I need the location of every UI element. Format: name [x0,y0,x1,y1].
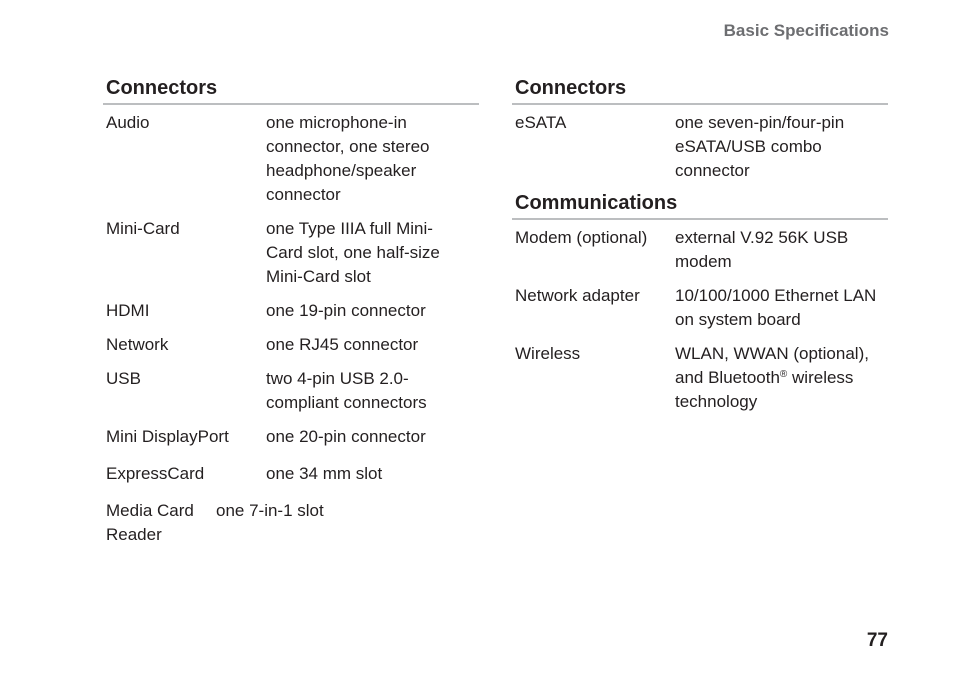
page-number: 77 [866,630,888,651]
spec-value: one 34 mm slot [266,464,383,483]
registered-mark: ® [779,369,788,380]
spec-label: Modem (optional) [515,228,648,247]
spec-label: HDMI [106,301,150,320]
spec-label: Mini-Card [106,219,180,238]
spec-value: external V.92 56K USB modem [675,228,849,271]
spec-value: one 19-pin connector [266,301,426,320]
spec-value [675,342,887,414]
section-rule [512,218,888,220]
spec-value: one seven-pin/four-pin eSATA/USB combo connector [675,113,845,180]
spec-row-network [105,333,479,357]
spec-row-mini-card [105,217,479,289]
spec-row-hdmi [105,299,479,323]
spec-row-mini-displayport [105,425,479,449]
section-title-connectors: Connectors [106,77,218,99]
section-rule [512,103,888,105]
spec-value-text: WLAN, WWAN (optional), and Bluetooth [675,344,869,387]
spec-row-usb [105,367,479,415]
spec-label: Audio [106,113,150,132]
spec-label: Wireless [515,344,581,363]
spec-label: Network [106,335,169,354]
left-column [105,76,479,547]
spec-row-expresscard [105,462,479,486]
spec-row-wireless [514,342,888,414]
spec-value: one Type IIIA full Mini-Card slot, one half-size Mini-Card slot [266,219,440,286]
section-rule [103,103,479,105]
spec-row-modem [514,226,888,274]
spec-row-network-adapter [514,284,888,332]
spec-label: USB [106,369,141,388]
spec-label: Network adapter [515,286,640,305]
spec-value: one 7-in-1 slot [216,501,324,520]
spec-value: 10/100/1000 Ethernet LAN on system board [675,286,877,329]
spec-label: eSATA [515,113,567,132]
section-title-connectors: Connectors [515,77,627,99]
spec-value: two 4-pin USB 2.0-compliant connectors [266,369,427,412]
spec-value: one RJ45 connector [266,335,419,354]
running-head: Basic Specifications [723,21,889,40]
spec-label: Media Card Reader [106,501,194,544]
right-column [514,76,888,414]
spec-value: one 20-pin connector [266,427,426,446]
spec-value-text: wireless technology [675,368,854,411]
spec-label: Mini DisplayPort [106,427,229,446]
spec-value: one microphone-in connector, one stereo headphone/speaker connector [266,113,430,204]
spec-row-audio [105,111,450,207]
spec-row-esata [514,111,888,183]
section-title-communications: Communications [515,192,678,214]
spec-row-media-card-reader [105,499,479,547]
spec-label: ExpressCard [106,464,205,483]
